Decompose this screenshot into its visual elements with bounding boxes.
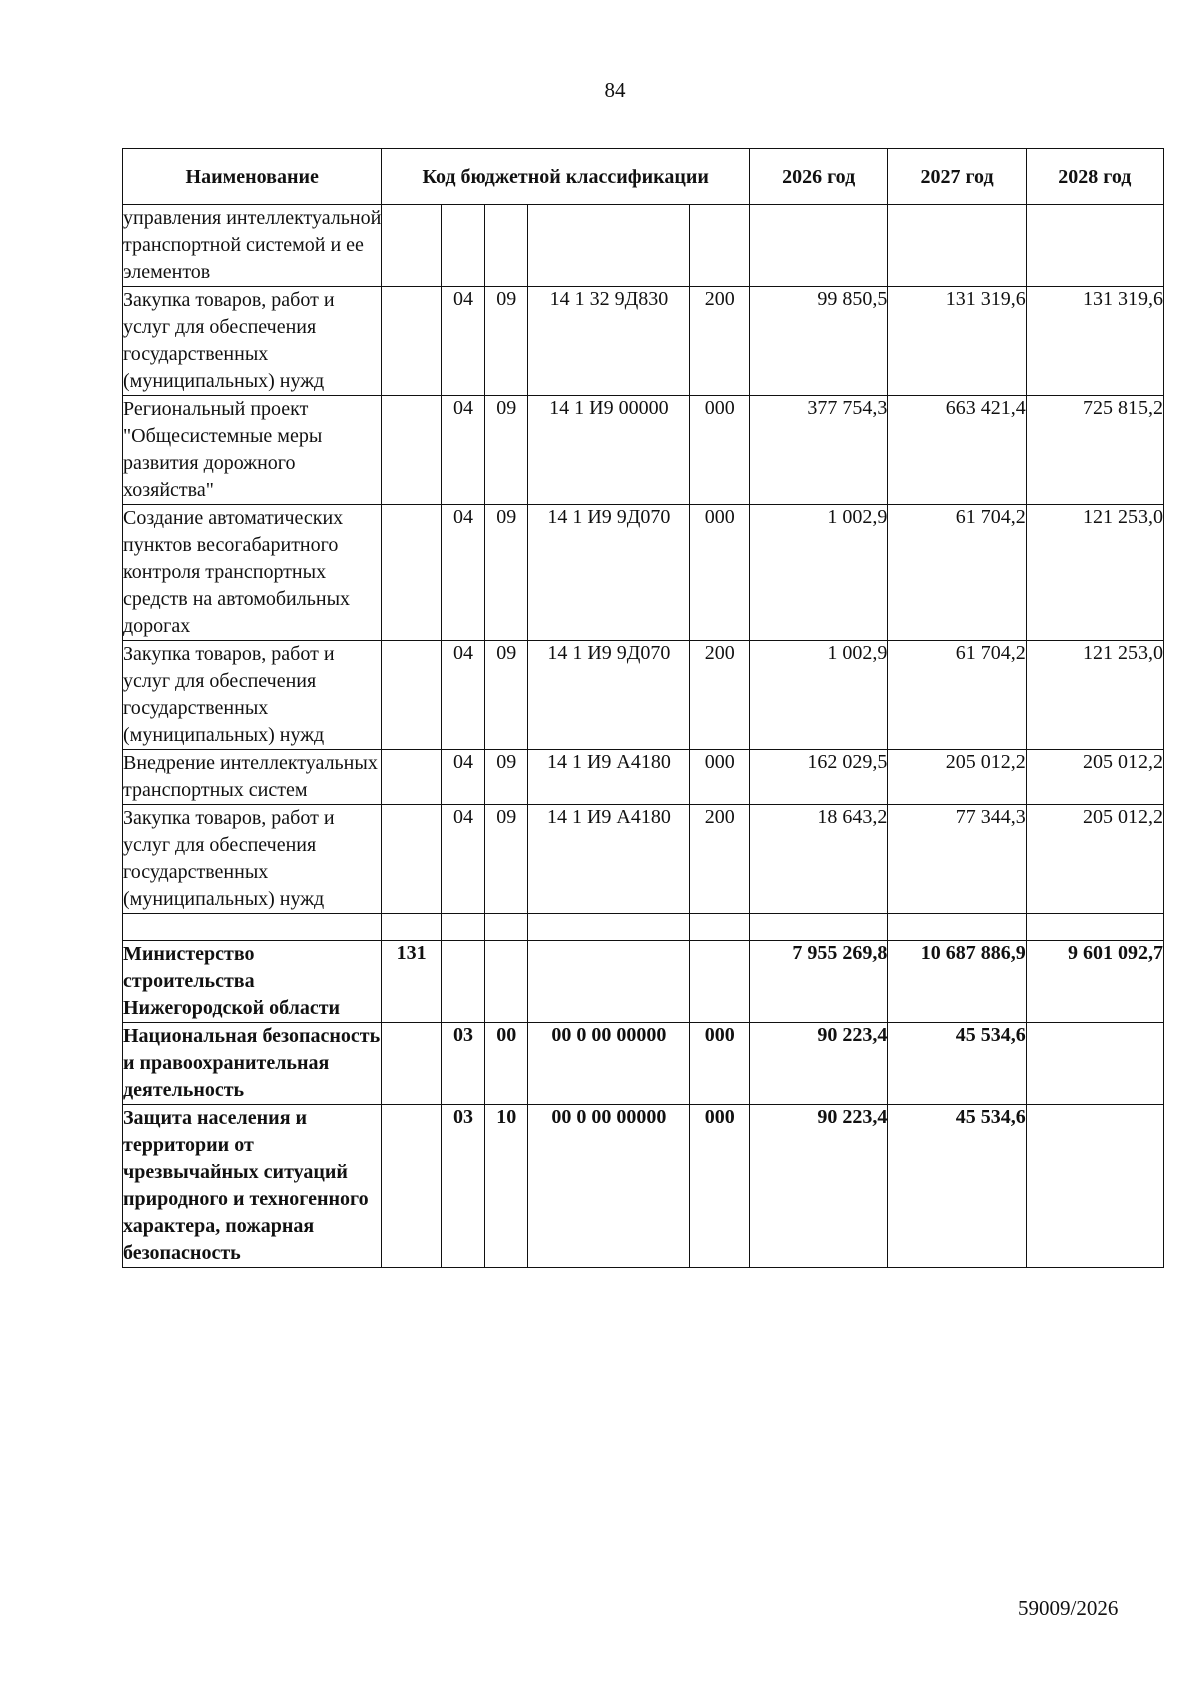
code-expense-type bbox=[690, 914, 750, 941]
code-expense-type: 200 bbox=[690, 641, 750, 750]
code-ministry bbox=[382, 1023, 441, 1105]
header-name: Наименование bbox=[123, 149, 382, 205]
value-2026: 1 002,9 bbox=[749, 505, 887, 641]
value-2028: 725 815,2 bbox=[1026, 396, 1163, 505]
value-2026 bbox=[749, 914, 887, 941]
value-2026: 162 029,5 bbox=[749, 750, 887, 805]
table-row-ministry bbox=[123, 941, 1164, 1023]
code-subsection: 09 bbox=[485, 641, 528, 750]
code-section: 04 bbox=[441, 805, 484, 914]
row-name: Закупка товаров, работ и услуг для обеспечения государственных (муниципальных) нужд bbox=[123, 805, 382, 914]
code-target: 14 1 И9 А4180 bbox=[528, 805, 690, 914]
code-subsection: 09 bbox=[485, 505, 528, 641]
code-subsection: 09 bbox=[485, 396, 528, 505]
code-ministry bbox=[382, 396, 441, 505]
code-subsection: 09 bbox=[485, 750, 528, 805]
table-row bbox=[123, 505, 1164, 641]
table-row bbox=[123, 805, 1164, 914]
value-2027: 61 704,2 bbox=[888, 505, 1026, 641]
code-ministry: 131 bbox=[382, 941, 441, 1023]
code-target: 14 1 И9 А4180 bbox=[528, 750, 690, 805]
value-2026: 1 002,9 bbox=[749, 641, 887, 750]
value-2028 bbox=[1026, 914, 1163, 941]
value-2026: 18 643,2 bbox=[749, 805, 887, 914]
row-name: Закупка товаров, работ и услуг для обеспечения государственных (муниципальных) нужд bbox=[123, 287, 382, 396]
code-section: 03 bbox=[441, 1105, 484, 1268]
row-name: управления интеллектуальной транспортной системой и ее элементов bbox=[123, 205, 382, 287]
value-2028: 205 012,2 bbox=[1026, 805, 1163, 914]
table-row bbox=[123, 396, 1164, 505]
code-target bbox=[528, 205, 690, 287]
code-section: 04 bbox=[441, 641, 484, 750]
code-expense-type: 000 bbox=[690, 1023, 750, 1105]
page-number: 84 bbox=[604, 78, 626, 102]
value-2027: 10 687 886,9 bbox=[888, 941, 1026, 1023]
value-2028 bbox=[1026, 1105, 1163, 1268]
code-section: 04 bbox=[441, 505, 484, 641]
row-name: Закупка товаров, работ и услуг для обеспечения государственных (муниципальных) нужд bbox=[123, 641, 382, 750]
code-expense-type bbox=[690, 205, 750, 287]
code-subsection: 10 bbox=[485, 1105, 528, 1268]
value-2028: 9 601 092,7 bbox=[1026, 941, 1163, 1023]
value-2026: 7 955 269,8 bbox=[749, 941, 887, 1023]
table-row bbox=[123, 1023, 1164, 1105]
code-section: 04 bbox=[441, 396, 484, 505]
code-target: 14 1 32 9Д830 bbox=[528, 287, 690, 396]
value-2026: 99 850,5 bbox=[749, 287, 887, 396]
code-ministry bbox=[382, 805, 441, 914]
value-2027: 77 344,3 bbox=[888, 805, 1026, 914]
header-row bbox=[123, 149, 1164, 205]
code-ministry bbox=[382, 641, 441, 750]
value-2027: 61 704,2 bbox=[888, 641, 1026, 750]
value-2028: 121 253,0 bbox=[1026, 641, 1163, 750]
value-2028: 121 253,0 bbox=[1026, 505, 1163, 641]
code-subsection: 00 bbox=[485, 1023, 528, 1105]
code-section: 03 bbox=[441, 1023, 484, 1105]
header-2027: 2027 год bbox=[888, 149, 1026, 205]
code-ministry bbox=[382, 287, 441, 396]
table-row bbox=[123, 1105, 1164, 1268]
code-expense-type: 200 bbox=[690, 287, 750, 396]
budget-table bbox=[122, 148, 1164, 1268]
row-name: Защита населения и территории от чрезвычайных ситуаций природного и техногенного характера, пожарная безопасность bbox=[123, 1105, 382, 1268]
value-2027: 131 319,6 bbox=[888, 287, 1026, 396]
code-target: 14 1 И9 9Д070 bbox=[528, 641, 690, 750]
value-2027 bbox=[888, 205, 1026, 287]
row-name bbox=[123, 914, 382, 941]
code-expense-type: 000 bbox=[690, 396, 750, 505]
code-target bbox=[528, 941, 690, 1023]
row-name: Министерство строительства Нижегородской области bbox=[123, 941, 382, 1023]
value-2027: 205 012,2 bbox=[888, 750, 1026, 805]
code-target: 14 1 И9 00000 bbox=[528, 396, 690, 505]
code-ministry bbox=[382, 914, 441, 941]
code-subsection: 09 bbox=[485, 287, 528, 396]
table-row-empty bbox=[123, 914, 1164, 941]
value-2026: 377 754,3 bbox=[749, 396, 887, 505]
row-name: Создание автоматических пунктов весогабаритного контроля транспортных средств на автомобильных дорогах bbox=[123, 505, 382, 641]
code-target: 00 0 00 00000 bbox=[528, 1023, 690, 1105]
document-number: 59009/2026 bbox=[1018, 1596, 1119, 1620]
value-2026: 90 223,4 bbox=[749, 1023, 887, 1105]
header-code: Код бюджетной классификации bbox=[382, 149, 750, 205]
table-row bbox=[123, 750, 1164, 805]
value-2028: 131 319,6 bbox=[1026, 287, 1163, 396]
row-name: Региональный проект "Общесистемные меры развития дорожного хозяйства" bbox=[123, 396, 382, 505]
table-row bbox=[123, 287, 1164, 396]
value-2028 bbox=[1026, 205, 1163, 287]
code-section: 04 bbox=[441, 750, 484, 805]
header-2026: 2026 год bbox=[749, 149, 887, 205]
code-subsection bbox=[485, 914, 528, 941]
code-ministry bbox=[382, 505, 441, 641]
code-target: 00 0 00 00000 bbox=[528, 1105, 690, 1268]
table-row bbox=[123, 205, 1164, 287]
code-subsection: 09 bbox=[485, 805, 528, 914]
header-2028: 2028 год bbox=[1026, 149, 1163, 205]
value-2026: 90 223,4 bbox=[749, 1105, 887, 1268]
table-row bbox=[123, 641, 1164, 750]
code-ministry bbox=[382, 750, 441, 805]
code-section bbox=[441, 941, 484, 1023]
value-2026 bbox=[749, 205, 887, 287]
code-expense-type: 000 bbox=[690, 750, 750, 805]
value-2027 bbox=[888, 914, 1026, 941]
row-name: Внедрение интеллектуальных транспортных систем bbox=[123, 750, 382, 805]
value-2028: 205 012,2 bbox=[1026, 750, 1163, 805]
code-ministry bbox=[382, 1105, 441, 1268]
code-ministry bbox=[382, 205, 441, 287]
code-section bbox=[441, 205, 484, 287]
value-2027: 45 534,6 bbox=[888, 1105, 1026, 1268]
value-2027: 663 421,4 bbox=[888, 396, 1026, 505]
value-2028 bbox=[1026, 1023, 1163, 1105]
value-2027: 45 534,6 bbox=[888, 1023, 1026, 1105]
code-subsection bbox=[485, 941, 528, 1023]
code-target: 14 1 И9 9Д070 bbox=[528, 505, 690, 641]
code-section: 04 bbox=[441, 287, 484, 396]
code-section bbox=[441, 914, 484, 941]
code-expense-type: 200 bbox=[690, 805, 750, 914]
code-expense-type: 000 bbox=[690, 505, 750, 641]
code-subsection bbox=[485, 205, 528, 287]
code-expense-type: 000 bbox=[690, 1105, 750, 1268]
code-target bbox=[528, 914, 690, 941]
row-name: Национальная безопасность и правоохранительная деятельность bbox=[123, 1023, 382, 1105]
code-expense-type bbox=[690, 941, 750, 1023]
